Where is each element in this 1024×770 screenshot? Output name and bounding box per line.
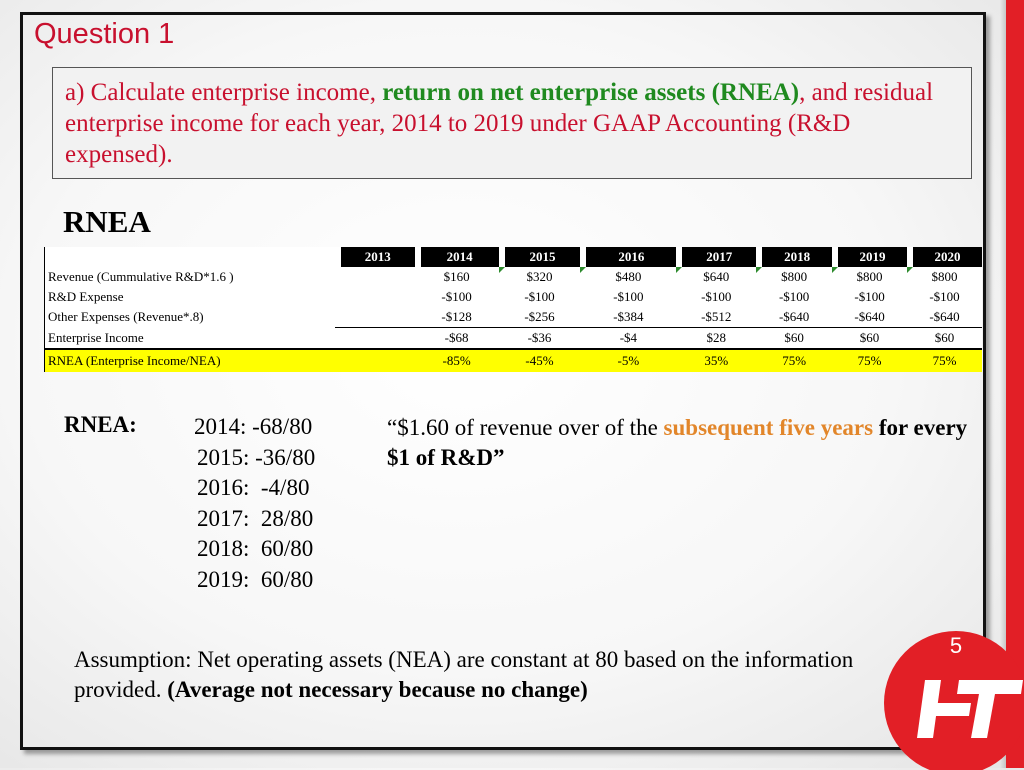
table-cell: $60 xyxy=(832,327,907,350)
table-cell xyxy=(335,287,415,307)
year-header: 2015 xyxy=(499,247,581,267)
table-cell: -$100 xyxy=(613,289,644,304)
row-label: Other Expenses (Revenue*.8) xyxy=(48,309,204,324)
row-label: R&D Expense xyxy=(48,289,124,304)
table-row xyxy=(45,287,982,307)
list-item: 2019: 60/80 xyxy=(197,566,314,592)
year-header: 2017 xyxy=(676,247,756,267)
list-item: 2017: 28/80 xyxy=(197,505,314,531)
table-cell: $320 xyxy=(499,267,581,287)
table-cell: $800 xyxy=(907,267,982,287)
table-row xyxy=(45,267,982,287)
table-cell xyxy=(335,350,415,372)
table-cell: $160 xyxy=(443,269,470,284)
table-cell: -$100 xyxy=(524,289,555,304)
table-cell: 75% xyxy=(832,350,907,372)
section-heading: RNEA xyxy=(63,204,151,239)
list-item: 2018: 60/80 xyxy=(197,536,314,561)
table-cell: -$36 xyxy=(499,327,581,350)
question-text-highlight: return on net enterprise assets (RNEA) xyxy=(382,79,800,106)
table-cell: $800 xyxy=(832,267,907,287)
question-text-part1: a) Calculate enterprise income, xyxy=(65,79,383,106)
quote-part3: for every $1 of R&D” xyxy=(387,415,968,470)
list-item: 2014: -68/80 xyxy=(194,414,313,439)
table-cell: -$640 xyxy=(778,309,810,324)
table-row-total xyxy=(45,327,982,350)
quote-part1: “$1.60 of revenue over of the xyxy=(387,415,664,440)
table-cell: -$100 xyxy=(778,289,810,304)
row-label: RNEA (Enterprise Income/NEA) xyxy=(45,350,335,372)
table-cell: -$100 xyxy=(701,289,732,304)
rnea-calc-list xyxy=(194,412,315,595)
quote-text xyxy=(387,413,987,473)
table-header-row xyxy=(45,247,982,267)
table-cell: $480 xyxy=(580,267,676,287)
table-row xyxy=(45,307,982,327)
table-cell: -$100 xyxy=(929,289,960,304)
rnea-table xyxy=(44,247,982,372)
assumption-text xyxy=(74,645,894,705)
table-cell: -$68 xyxy=(415,327,499,350)
list-item: 2016: -4/80 xyxy=(197,475,310,500)
table-cell: -$4 xyxy=(580,327,676,350)
table-cell: 35% xyxy=(676,350,756,372)
assumption-part1: Assumption: Net operating assets (NEA) are constant at 80 based on the information provided. xyxy=(74,647,854,702)
table-cell: $60 xyxy=(907,327,982,350)
year-header: 2014 xyxy=(415,247,499,267)
table-cell: $800 xyxy=(756,267,832,287)
question-box xyxy=(52,67,972,179)
table-cell: -$640 xyxy=(854,309,885,324)
row-label: Revenue (Cummulative R&D*1.6 ) xyxy=(48,269,234,284)
year-header: 2016 xyxy=(580,247,676,267)
rnea-calc-label: RNEA: xyxy=(64,412,137,437)
year-header: 2013 xyxy=(335,247,415,267)
quote-highlight: subsequent five years xyxy=(663,415,874,440)
table-row-highlight xyxy=(45,350,982,372)
question-text-part3: , and residual enterprise income for each year, 2014 to 2019 under GAAP Accounting (R&D expensed). xyxy=(65,79,934,168)
table-cell: $60 xyxy=(756,327,832,350)
list-item: 2015: -36/80 xyxy=(197,444,316,470)
table-cell: -$512 xyxy=(701,309,732,324)
table-cell: -45% xyxy=(499,350,581,372)
slide-title: Question 1 xyxy=(34,18,175,50)
year-header: 2020 xyxy=(907,247,982,267)
table-cell: -$640 xyxy=(929,309,960,324)
table-cell: -$100 xyxy=(854,289,885,304)
table-cell: -$256 xyxy=(524,309,555,324)
table-cell xyxy=(335,327,415,350)
table-cell: $28 xyxy=(676,327,756,350)
page-number: 5 xyxy=(949,633,963,658)
table-cell: -5% xyxy=(580,350,676,372)
table-cell: -$100 xyxy=(441,289,472,304)
year-header: 2018 xyxy=(756,247,832,267)
table-cell: -$128 xyxy=(441,309,472,324)
table-cell: 75% xyxy=(756,350,832,372)
table-cell: $640 xyxy=(676,267,756,287)
header-blank xyxy=(45,247,335,267)
table-cell: -$384 xyxy=(613,309,644,324)
year-header: 2019 xyxy=(832,247,907,267)
table-cell xyxy=(335,267,415,287)
row-label: Enterprise Income xyxy=(45,327,335,350)
table-cell: -85% xyxy=(415,350,499,372)
table-cell xyxy=(335,307,415,327)
assumption-bold: (Average not necessary because no change) xyxy=(167,677,588,702)
table-cell: 75% xyxy=(907,350,982,372)
